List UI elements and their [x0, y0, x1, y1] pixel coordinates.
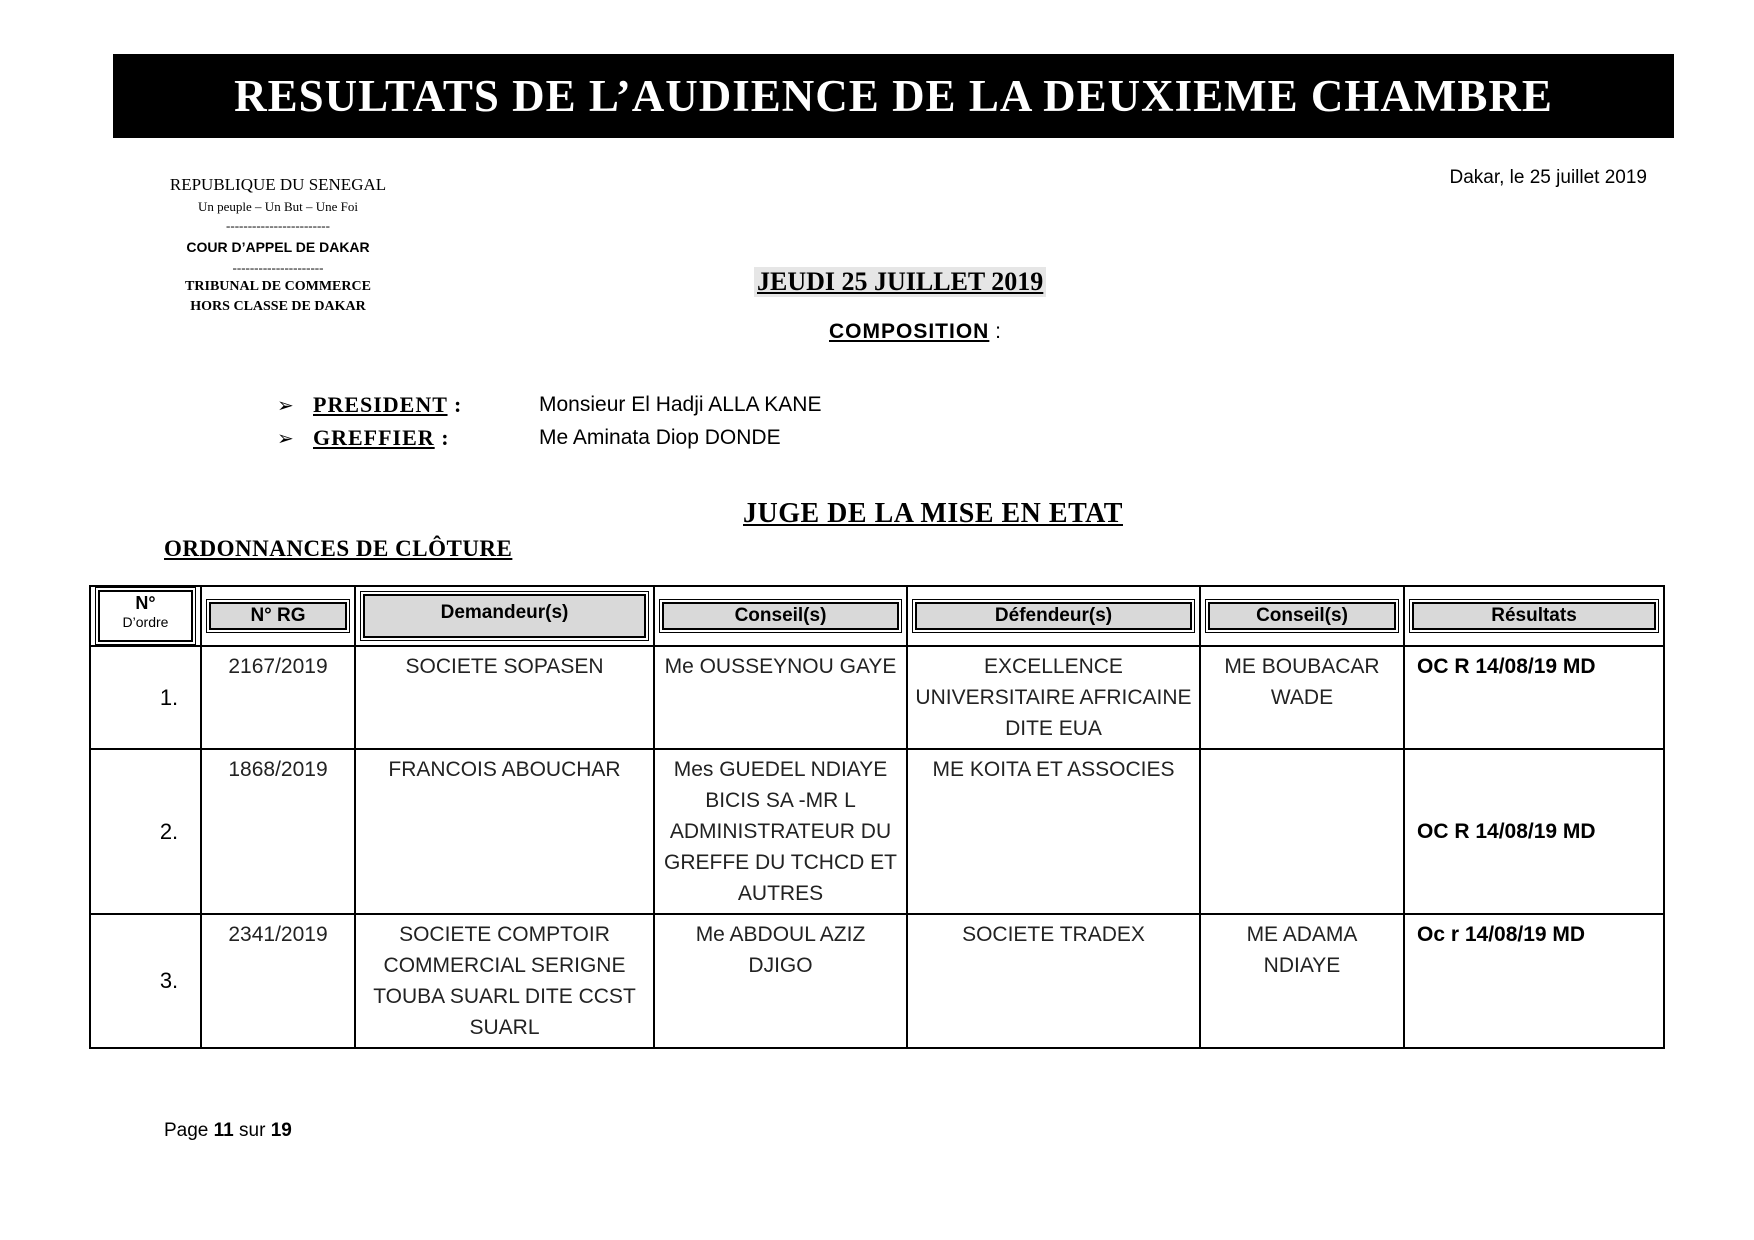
role-colon: : [434, 425, 450, 450]
row-number: 1. [90, 646, 201, 749]
section-title: JUGE DE LA MISE EN ETAT [743, 498, 1123, 529]
composition-label: COMPOSITION [829, 320, 990, 343]
row-resultat: OC R 14/08/19 MD [1404, 749, 1664, 914]
table-row [90, 646, 1664, 749]
member-role [313, 392, 539, 418]
row-conseil-2: ME ADAMA NDIAYE [1200, 914, 1404, 1048]
row-demandeur: FRANCOIS ABOUCHAR [355, 749, 654, 914]
tribunal-name-line2: HORS CLASSE DE DAKAR [190, 299, 366, 314]
row-demandeur: SOCIETE SOPASEN [355, 646, 654, 749]
header-conseil-2-label: Conseil(s) [1208, 602, 1396, 630]
row-conseil-2: ME BOUBACAR WADE [1200, 646, 1404, 749]
header-order-label: N° [135, 593, 156, 613]
header-order [90, 586, 201, 646]
member-president [277, 392, 821, 418]
header-resultats [1404, 586, 1664, 646]
row-resultat: Oc r 14/08/19 MD [1404, 914, 1664, 1048]
header-rg-label: N° RG [209, 602, 347, 630]
member-name: Monsieur El Hadji ALLA KANE [539, 393, 822, 416]
row-number: 2. [90, 749, 201, 914]
document-date: Dakar, le 25 juillet 2019 [1449, 167, 1647, 188]
row-conseil-1: Me OUSSEYNOU GAYE [654, 646, 907, 749]
footer-page-label: Page [164, 1120, 209, 1141]
page-footer [164, 1120, 292, 1142]
separator: ------------------------ [226, 218, 330, 233]
header-resultats-label: Résultats [1412, 602, 1656, 630]
row-defendeur: ME KOITA ET ASSOCIES [907, 749, 1200, 914]
tribunal-name-line1: TRIBUNAL DE COMMERCE [185, 279, 371, 294]
footer-page-number: 11 [213, 1120, 234, 1141]
member-name: Me Aminata Diop DONDE [539, 426, 781, 449]
row-rg: 2167/2019 [201, 646, 355, 749]
role-label: PRESIDENT [313, 392, 448, 417]
table-row [90, 914, 1664, 1048]
role-colon: : [447, 392, 463, 417]
arrow-bullet-icon: ➢ [277, 394, 294, 417]
national-motto: Un peuple – Un But – Une Foi [198, 199, 358, 214]
header-conseil-2 [1200, 586, 1404, 646]
row-rg: 2341/2019 [201, 914, 355, 1048]
page-banner: RESULTATS DE L’AUDIENCE DE LA DEUXIEME CHAMBRE [113, 54, 1674, 138]
composition-heading [829, 320, 1001, 344]
row-number: 3. [90, 914, 201, 1048]
separator: --------------------- [232, 260, 324, 275]
table-header-row [90, 586, 1664, 646]
header-conseil-1-label: Conseil(s) [662, 602, 899, 630]
role-label: GREFFIER [313, 425, 435, 450]
arrow-bullet-icon: ➢ [277, 427, 294, 450]
republic-name: REPUBLIQUE DU SENEGAL [169, 175, 387, 194]
row-conseil-2 [1200, 749, 1404, 914]
row-rg: 1868/2019 [201, 749, 355, 914]
row-resultat: OC R 14/08/19 MD [1404, 646, 1664, 749]
header-demandeur [355, 586, 654, 646]
header-defendeur [907, 586, 1200, 646]
results-table [89, 585, 1665, 1049]
row-defendeur: EXCELLENCE UNIVERSITAIRE AFRICAINE DITE EUA [907, 646, 1200, 749]
subsection-title: ORDONNANCES DE CLÔTURE [164, 536, 513, 561]
header-order-sublabel: D’ordre [122, 614, 169, 630]
footer-page-total: 19 [270, 1120, 292, 1141]
row-conseil-1: Me ABDOUL AZIZ DJIGO [654, 914, 907, 1048]
composition-colon: : [989, 320, 1002, 343]
header-defendeur-label: Défendeur(s) [915, 602, 1192, 630]
member-greffier [277, 425, 781, 451]
row-demandeur: SOCIETE COMPTOIR COMMERCIAL SERIGNE TOUBA SUARL DITE CCST SUARL [355, 914, 654, 1048]
header-conseil-1 [654, 586, 907, 646]
court-header [148, 175, 408, 317]
row-defendeur: SOCIETE TRADEX [907, 914, 1200, 1048]
table-row [90, 749, 1664, 914]
row-conseil-1: Mes GUEDEL NDIAYE BICIS SA -MR L ADMINISTRATEUR DU GREFFE DU TCHCD ET AUTRES [654, 749, 907, 914]
member-role [313, 425, 539, 451]
hearing-day-title: JEUDI 25 JUILLET 2019 [754, 267, 1046, 297]
footer-sur: sur [239, 1120, 266, 1141]
header-order-box [98, 590, 193, 642]
header-rg [201, 586, 355, 646]
header-demandeur-label: Demandeur(s) [363, 594, 646, 638]
court-name: COUR D’APPEL DE DAKAR [186, 239, 370, 255]
